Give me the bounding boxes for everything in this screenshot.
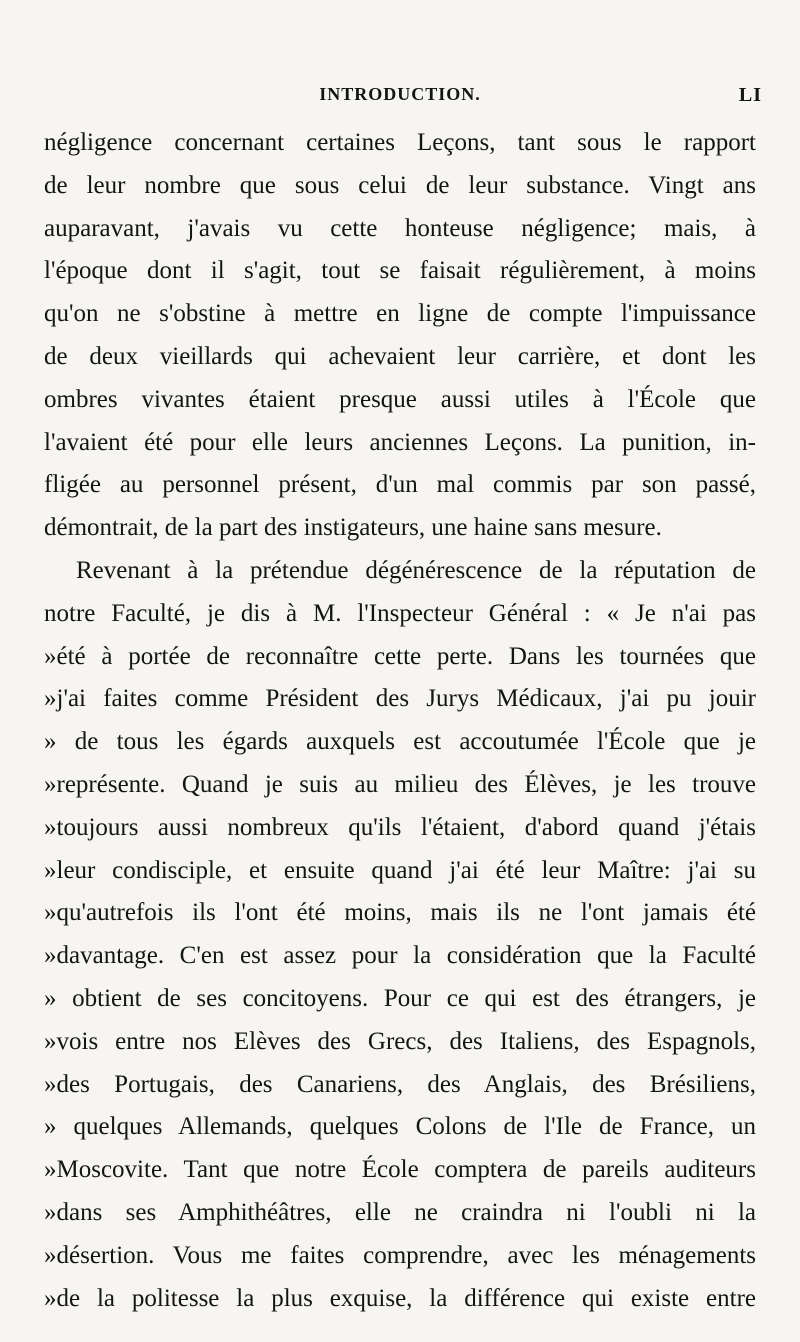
text-line: » obtient de ses concitoyens. Pour ce qui est des étrangers, je	[44, 984, 756, 1012]
text-line: »Moscovite. Tant que notre École comptera de pareils auditeurs	[44, 1156, 756, 1184]
text-line: » quelques Allemands, quelques Colons de l'Ile de France, un	[44, 1113, 756, 1141]
text-line: »toujours aussi nombreux qu'ils l'étaient, d'abord quand j'étais	[44, 813, 756, 841]
text-line: »représente. Quand je suis au milieu des Élèves, je les trouve	[44, 770, 756, 798]
text-line: l'époque dont il s'agit, tout se faisait régulièrement, à moins	[44, 257, 756, 285]
text-line: fligée au personnel présent, d'un mal commis par son passé,	[44, 471, 756, 499]
page-number: LI	[738, 84, 762, 106]
text-line: »désertion. Vous me faites comprendre, avec les ménagements	[44, 1241, 756, 1269]
text-line: notre Faculté, je dis à M. l'Inspecteur Général : « Je n'ai pas	[44, 599, 756, 627]
text-line: »davantage. C'en est assez pour la considération que la Faculté	[44, 942, 756, 970]
text-line: de leur nombre que sous celui de leur substance. Vingt ans	[44, 171, 756, 199]
text-line: »été à portée de reconnaître cette perte. Dans les tournées que	[44, 642, 756, 670]
text-line: »vois entre nos Elèves des Grecs, des Italiens, des Espagnols,	[44, 1027, 756, 1055]
running-header	[0, 84, 800, 114]
text-line: l'avaient été pour elle leurs anciennes Leçons. La punition, in-	[44, 428, 756, 456]
text-line: »dans ses Amphithéâtres, elle ne craindra ni l'oubli ni la	[44, 1198, 756, 1226]
text-line: » de tous les égards auxquels est accoutumée l'École que je	[44, 728, 756, 756]
text-line: »leur condisciple, et ensuite quand j'ai été leur Maître: j'ai su	[44, 856, 756, 884]
text-line: auparavant, j'avais vu cette honteuse négligence; mais, à	[44, 214, 756, 242]
text-line: ombres vivantes étaient presque aussi utiles à l'École que	[44, 385, 756, 413]
running-title: INTRODUCTION.	[319, 84, 481, 104]
text-line: »des Portugais, des Canariens, des Anglais, des Brésiliens,	[44, 1070, 756, 1098]
text-line: qu'on ne s'obstine à mettre en ligne de compte l'impuissance	[44, 300, 756, 328]
text-line: démontrait, de la part des instigateurs, une haine sans mesure.	[44, 514, 662, 542]
text-body	[44, 122, 756, 1320]
text-line: »de la politesse la plus exquise, la différence qui existe entre	[44, 1284, 756, 1312]
text-line: négligence concernant certaines Leçons, tant sous le rapport	[44, 129, 756, 156]
text-line: »j'ai faites comme Président des Jurys Médicaux, j'ai pu jouir	[44, 685, 756, 713]
text-line: Revenant à la prétendue dégénérescence de la réputation de	[76, 556, 756, 584]
text-line: de deux vieillards qui achevaient leur carrière, et dont les	[44, 342, 756, 370]
text-line: »qu'autrefois ils l'ont été moins, mais ils ne l'ont jamais été	[44, 899, 756, 927]
